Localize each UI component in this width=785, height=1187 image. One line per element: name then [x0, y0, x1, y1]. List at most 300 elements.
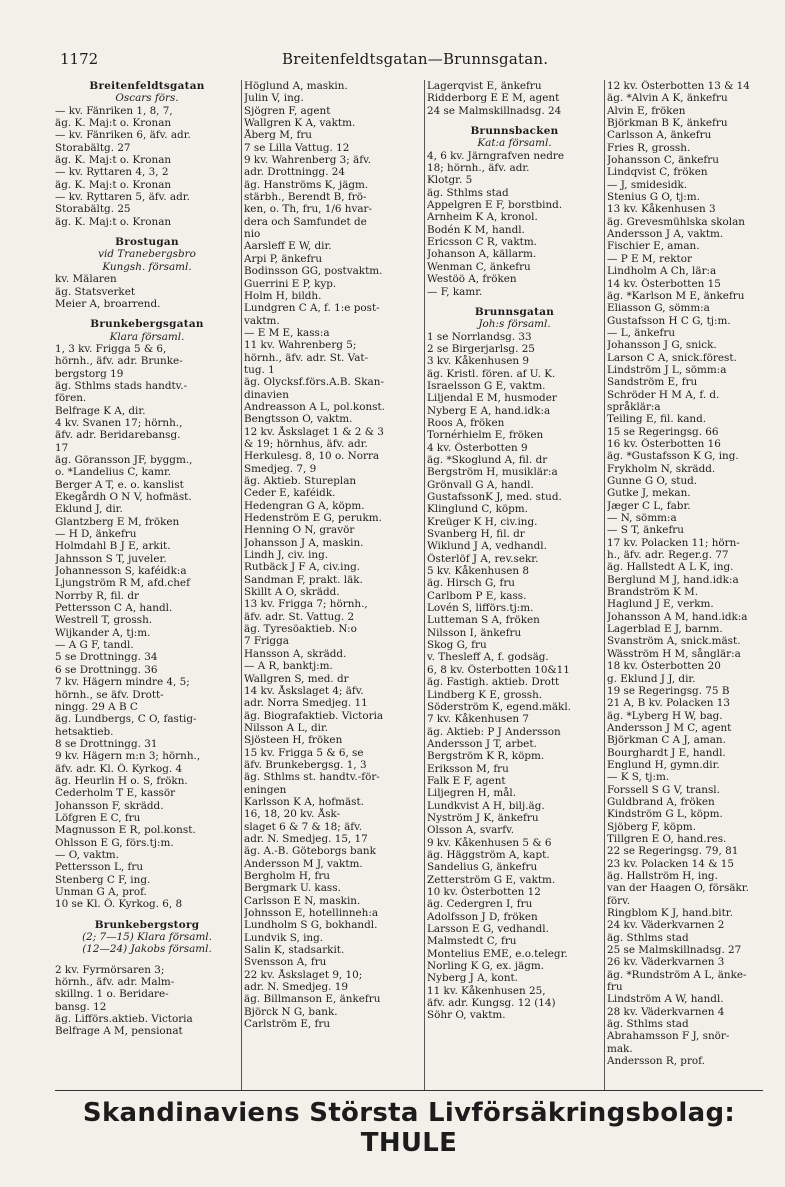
directory-entry: Carlsson A, änkefru	[607, 129, 712, 142]
spacer	[427, 298, 602, 306]
directory-entry: 7 kv. Kåkenhusen 7	[427, 713, 530, 726]
directory-entry: 14 kv. Åskslaget 4; äfv.	[244, 684, 364, 697]
directory-entry: 12 kv. Åskslaget 1 & 2 & 3	[244, 425, 384, 438]
directory-entry: skillng. 1 o. Beridare-	[55, 988, 169, 1001]
directory-entry: 4, 6 kv. Järngrafven nedre	[427, 149, 564, 162]
directory-entry: Klotgr. 5	[427, 174, 473, 187]
directory-entry: äg. Grevesmühlska skolan	[607, 215, 746, 228]
directory-entry: 8 se Drottningg. 31	[55, 737, 158, 750]
parish-label: (2; 7—15) Klara församl.	[82, 931, 212, 944]
directory-entry: 5 se Drottningg. 34	[55, 651, 158, 664]
directory-entry: 23 kv. Polacken 14 & 15	[607, 857, 734, 870]
directory-entry: äg. A.-B. Göteborgs bank	[244, 845, 376, 858]
directory-entry: Stenius G O, tj:m.	[607, 191, 700, 204]
directory-entry: Henning O N, gravör	[244, 524, 355, 537]
directory-entry: Gutke J, mekan.	[607, 487, 691, 500]
directory-entry: Gustafsson H C G, tj:m.	[607, 314, 731, 327]
street-heading: Brunkebergstorg	[94, 918, 200, 931]
directory-entry: hetsaktieb.	[55, 725, 114, 738]
directory-entry: Åberg M, fru	[244, 129, 312, 142]
directory-entry: äfv. adr. Kl. Ö. Kyrkog. 4	[55, 762, 183, 775]
directory-entry: Sjösteen H, fröken	[244, 734, 343, 747]
directory-entry: Lundvik S, ing.	[244, 931, 324, 944]
directory-entry: Fries R, grossh.	[607, 141, 691, 154]
directory-entry: Lovén S, lifförs.tj:m.	[427, 602, 534, 615]
directory-entry: Johansson C, änkefru	[607, 154, 719, 167]
directory-entry: Sandelius G, änkefru	[427, 861, 538, 874]
directory-columns	[55, 80, 763, 1090]
directory-entry: Bergström H, musiklär:a	[427, 466, 558, 479]
directory-entry: Johannesson S, kaféidk:a	[55, 565, 187, 578]
directory-entry: slaget 6 & 7 & 18; äfv.	[244, 820, 363, 833]
column-divider	[424, 80, 425, 1090]
directory-entry: 15 se Regeringsg. 66	[607, 425, 719, 438]
directory-entry: Lundkvist A H, bilj.äg.	[427, 799, 545, 812]
directory-entry: äg. Tyresöaktieb. N:o	[244, 623, 357, 636]
directory-entry: 10 se Kl. Ö. Kyrkog. 6, 8	[55, 898, 183, 911]
directory-entry: Österlöf J A, rev.sekr.	[427, 552, 539, 565]
directory-entry: förv.	[607, 894, 631, 907]
directory-entry: Guldbrand A, fröken	[607, 795, 715, 808]
directory-entry: Wenman C, änkefru	[427, 260, 531, 273]
directory-entry: äg. Sthlms stad	[607, 931, 689, 944]
directory-entry: Kreüger K H, civ.ing.	[427, 515, 538, 528]
directory-entry: Aarsleff E W, dir.	[244, 240, 332, 253]
directory-entry: Lundgren C A, f. 1:e post-	[244, 302, 380, 315]
directory-entry: — J, smidesidk.	[607, 178, 688, 191]
directory-entry: 17	[55, 441, 69, 454]
directory-entry: ken, o. Th, fru, 1/6 hvar-	[244, 203, 373, 216]
directory-entry: adr. N. Smedjeg. 15, 17	[244, 832, 368, 845]
directory-entry: Bodén K M, handl.	[427, 223, 525, 236]
directory-entry: 3 kv. Kåkenhusen 9	[427, 355, 530, 368]
directory-entry: Lagerqvist E, änkefru	[427, 80, 542, 92]
directory-entry: 11 kv. Kåkenhusen 25,	[427, 984, 546, 997]
directory-entry: Sandman F, prakt. läk.	[244, 573, 363, 586]
directory-entry: — kv. Fänriken 1, 8, 7,	[55, 104, 173, 117]
directory-entry: Arnheim K A, kronol.	[427, 211, 538, 224]
directory-entry: — A R, banktj:m.	[244, 660, 333, 673]
directory-entry: nio	[244, 228, 261, 241]
directory-entry: äg. Aktieb. Stureplan	[244, 475, 357, 487]
directory-entry: Andreasson A L, pol.konst.	[244, 400, 385, 413]
directory-entry: Larson C A, snick.förest.	[607, 351, 737, 364]
directory-entry: Söhr O, vaktm.	[427, 1009, 506, 1022]
directory-entry: h., äfv. adr. Reger.g. 77	[607, 549, 729, 562]
directory-entry: — kv. Fänriken 6, äfv. adr.	[55, 129, 191, 142]
directory-entry: äg. *Lyberg H W, bag.	[607, 709, 723, 722]
directory-entry: Stenberg C F, ing.	[55, 873, 151, 886]
directory-entry: 6 se Drottningg. 36	[55, 663, 158, 676]
directory-entry: 11 kv. Wahrenberg 5;	[244, 339, 357, 352]
directory-entry: Roos A, fröken	[427, 416, 505, 429]
directory-entry: Berger A T, e. o. kanslist	[55, 478, 184, 491]
directory-entry: äg. Biografaktieb. Victoria	[244, 709, 384, 722]
directory-entry: Lindqvist C, fröken	[607, 166, 708, 179]
directory-entry: Magnusson E R, pol.konst.	[55, 824, 196, 837]
directory-entry: 17 kv. Polacken 11; hörn-	[607, 536, 740, 549]
directory-entry: Kindström G L, köpm.	[607, 808, 723, 821]
directory-entry: Wallgren S, med. dr	[244, 672, 349, 685]
directory-entry: — F, kamr.	[427, 285, 483, 298]
directory-entry: Lindström J L, sömm:a	[607, 363, 727, 376]
directory-entry: Frykholm N, skrädd.	[607, 462, 716, 475]
directory-entry: Ridderborg E E M, agent	[427, 92, 560, 105]
parish-label: (12—24) Jakobs församl.	[82, 943, 212, 956]
directory-entry: Wallgren K A, vaktm.	[244, 117, 356, 130]
directory-entry: Larsson E G, vedhandl.	[427, 923, 549, 936]
directory-entry: Bourghardt J E, handl.	[607, 746, 726, 759]
directory-entry: — kv. Ryttaren 4, 3, 2	[55, 166, 169, 179]
directory-entry: äfv. Brunkebergsg. 1, 3	[244, 758, 367, 771]
directory-entry: 7 se Lilla Vattug. 12	[244, 141, 350, 154]
directory-entry: eningen	[244, 783, 287, 796]
directory-entry: äfv. adr. Kungsg. 12 (14)	[427, 997, 556, 1010]
directory-entry: äg. Heurlin H o. S, frökn.	[55, 774, 188, 787]
directory-entry: Hedengran G A, köpm.	[244, 499, 365, 512]
directory-entry: Andersson R, prof.	[607, 1055, 705, 1068]
directory-entry: fru	[607, 981, 623, 994]
directory-entry: 1 se Norrlandsg. 33	[427, 330, 532, 343]
directory-entry: Lagerblad E J, barnm.	[607, 623, 723, 636]
directory-entry: Skillt A O, skrädd.	[244, 586, 340, 599]
directory-entry: Nyström J K, änkefru	[427, 811, 539, 824]
directory-entry: Svanberg H, fil. dr	[427, 528, 525, 541]
directory-entry: 9 kv. Wahrenberg 3; äfv.	[244, 154, 372, 167]
directory-entry: 2 kv. Fyrmörsaren 3;	[55, 963, 165, 976]
directory-entry: Storabältg. 25	[55, 203, 131, 216]
footer-rule	[55, 1090, 763, 1091]
directory-entry: bansg. 12	[55, 1000, 107, 1013]
directory-entry: vaktm.	[244, 314, 280, 327]
directory-entry: Björkman B K, änkefru	[607, 117, 728, 130]
parish-label: Joh:s församl.	[478, 318, 551, 331]
directory-entry: GustafssonK J, med. stud.	[427, 491, 562, 503]
directory-entry: Söderström K, egend.mäkl.	[427, 700, 571, 713]
directory-entry: Bergmark U. kass.	[244, 882, 341, 895]
directory-entry: äg. Hallstedt A L K, ing.	[607, 561, 734, 574]
directory-entry: 13 kv. Kåkenhusen 3	[607, 203, 716, 216]
directory-entry: Schröder H M A, f. d.	[607, 388, 720, 401]
directory-entry: äg. Cedergren I, fru	[427, 898, 533, 911]
directory-entry: — S T, änkefru	[607, 524, 684, 537]
directory-entry: Andersson J T, arbet.	[427, 737, 537, 750]
directory-entry: Cederholm T E, kassör	[55, 787, 176, 800]
directory-entry: — H D, änkefru	[55, 528, 137, 541]
directory-entry: Brandström K M.	[607, 586, 699, 599]
directory-entry: adr. N. Smedjeg. 19	[244, 981, 348, 994]
directory-entry: Appelgren E F, borstbind.	[427, 199, 563, 212]
directory-entry: Belfrage A M, pensionat	[55, 1025, 183, 1038]
directory-entry: 9 kv. Hägern m:n 3; hörnh.,	[55, 750, 201, 763]
directory-entry: Pettersson L, fru	[55, 861, 144, 874]
directory-entry: Svanström A, snick.mäst.	[607, 635, 741, 648]
directory-entry: tug. 1	[244, 363, 275, 376]
directory-entry: äg. *Rundström A L, änke-	[607, 968, 747, 981]
directory-entry: Tillgren E O, hand.res.	[607, 832, 727, 845]
directory-entry: Julin V, ing.	[244, 92, 304, 105]
column-divider	[241, 80, 242, 1090]
directory-entry: Bodinsson GG, postvaktm.	[244, 265, 383, 278]
directory-entry: äg. K. Maj:t o. Kronan	[55, 117, 172, 130]
directory-entry: Ekegårdh O N V, hofmäst.	[55, 491, 192, 503]
page-number: 1172	[60, 50, 99, 68]
directory-entry: Malmstedt C, fru	[427, 935, 517, 948]
directory-entry: 4 kv. Österbotten 9	[427, 441, 528, 454]
column-1	[55, 80, 239, 1090]
directory-entry: Andersson J A, vaktm.	[607, 228, 724, 241]
directory-entry: Johansson A M, hand.idk:a	[607, 610, 748, 623]
directory-entry: 15 kv. Frigga 5 & 6, se	[244, 746, 364, 759]
directory-entry: 7 kv. Hägern mindre 4, 5;	[55, 676, 190, 689]
directory-entry: Westöö A, fröken	[427, 273, 517, 286]
directory-entry: Ljungström R M, afd.chef	[55, 577, 190, 590]
directory-entry: språklär:a	[607, 400, 661, 413]
directory-entry: Nilsson I, änkefru	[427, 626, 522, 639]
directory-entry: äg. Göransson JF, byggm.,	[55, 453, 193, 466]
directory-entry: fören.	[55, 392, 87, 405]
directory-entry: Johansson J G, snick.	[607, 339, 717, 352]
directory-entry: äg. Aktieb: P J Andersson	[427, 725, 561, 738]
directory-entry: 24 kv. Väderkvarnen 2	[607, 919, 725, 932]
directory-entry: Wijkander A, tj:m.	[55, 626, 151, 639]
directory-entry: van der Haagen O, försäkr.	[607, 882, 749, 895]
directory-entry: Berglund M J, hand.idk:a	[607, 573, 739, 586]
spacer	[55, 310, 239, 318]
directory-entry: 21 A, B kv. Polacken 13	[607, 697, 730, 710]
directory-entry: Johansson J A, maskin.	[244, 536, 364, 549]
directory-entry: Eliasson G, sömm:a	[607, 302, 710, 315]
directory-entry: Johanson A, källarm.	[427, 248, 537, 261]
directory-entry: hörnh., äfv. adr. St. Vat-	[244, 351, 369, 364]
directory-entry: dinavien	[244, 388, 289, 401]
directory-entry: Liljendal E M, husmoder	[427, 392, 557, 405]
directory-entry: Olsson A, svarfv.	[427, 824, 515, 837]
directory-entry: v. Thesleff A, f. godsäg.	[427, 651, 549, 664]
directory-entry: äg. Hirsch G, fru	[427, 577, 515, 590]
street-heading: Brunnsgatan	[474, 305, 555, 318]
directory-entry: Meier A, broarrend.	[55, 297, 161, 310]
directory-entry: Lutteman S A, fröken	[427, 614, 540, 627]
directory-entry: Hedenström E G, perukm.	[244, 512, 382, 525]
directory-entry: Johnsson E, hotellinneh:a	[244, 907, 379, 920]
directory-entry: Jæger C L, fabr.	[607, 499, 691, 512]
directory-entry: 22 se Regeringsg. 79, 81	[607, 845, 739, 858]
directory-entry: Johansson F, skrädd.	[55, 799, 164, 812]
directory-entry: äg. Olycksf.förs.A.B. Skan-	[244, 376, 384, 389]
directory-entry: 28 kv. Väderkvarnen 4	[607, 1005, 725, 1018]
directory-entry: äfv. adr. St. Vattug. 2	[244, 610, 355, 623]
directory-entry: Nyberg J A, kont.	[427, 972, 518, 985]
directory-entry: äg. Hanströms K, jägm.	[244, 178, 369, 191]
directory-entry: äg. *Skoglund A, fil. dr	[427, 453, 548, 466]
directory-entry: 18; hörnh., äfv. adr.	[427, 162, 530, 175]
directory-entry: Norling K G, ex. jägm.	[427, 960, 545, 973]
directory-entry: Herkulesg. 8, 10 o. Norra	[244, 450, 380, 463]
column-2	[244, 80, 422, 1090]
directory-entry: 6, 8 kv. Österbotten 10&11	[427, 663, 570, 676]
directory-entry: adr. Norra Smedjeg. 11	[244, 697, 368, 710]
directory-entry: hörnh., äfv. adr. Malm-	[55, 976, 175, 989]
footer-advertisement: Skandinaviens Största Livförsäkringsbolag: THULE	[82, 1098, 736, 1158]
directory-entry: Belfrage K A, dir.	[55, 404, 146, 417]
directory-entry: äg. Kristl. fören. af U. K.	[427, 367, 556, 380]
parish-label: Oscars förs.	[115, 92, 179, 105]
directory-entry: Englund H, gymn.dir.	[607, 758, 720, 771]
directory-entry: Haglund J E, verkm.	[607, 598, 714, 611]
directory-entry: — L, änkefru	[607, 326, 676, 339]
directory-entry: Grönvall G A, handl.	[427, 478, 534, 491]
directory-entry: 24 se Malmskillnadsg. 24	[427, 104, 562, 117]
directory-entry: Falk E F, agent	[427, 774, 506, 787]
parish-label: Kat:a församl.	[477, 137, 552, 150]
directory-entry: äg. Statsverket	[55, 285, 136, 298]
directory-entry: 16, 18, 20 kv. Åsk-	[244, 808, 341, 821]
directory-entry: Hansson A, skrädd.	[244, 647, 347, 660]
directory-entry: mak.	[607, 1042, 633, 1055]
directory-entry: äg. Sthlms stads handtv.-	[55, 379, 188, 392]
directory-entry: 26 kv. Väderkvarnen 3	[607, 956, 725, 969]
directory-entry: Montelius EME, e.o.telegr.	[427, 947, 568, 960]
directory-entry: Klinglund C, köpm.	[427, 503, 528, 516]
directory-entry: Israelsson G E, vaktm.	[427, 379, 546, 392]
directory-entry: äg. Billmanson E, änkefru	[244, 993, 381, 1006]
directory-entry: — A G F, tandl.	[55, 639, 134, 652]
directory-entry: Lindh J, civ. ing.	[244, 549, 329, 562]
directory-entry: äg. Sthlms st. handtv.-för-	[244, 771, 380, 784]
directory-entry: 5 kv. Kåkenhusen 8	[427, 565, 530, 578]
parish-label: vid Tranebergsbro	[98, 248, 196, 261]
directory-entry: Svensson A, fru	[244, 956, 327, 969]
directory-entry: Zetterström G E, vaktm.	[427, 873, 556, 886]
directory-entry: Smedjeg. 7, 9	[244, 462, 317, 475]
directory-entry: Glantzberg E M, fröken	[55, 515, 180, 528]
directory-entry: äg. K. Maj:t o. Kronan	[55, 178, 172, 191]
directory-entry: 14 kv. Österbotten 15	[607, 277, 721, 290]
directory-entry: Alvin E, fröken	[607, 104, 686, 117]
directory-entry: Sjöberg F, köpm.	[607, 820, 696, 833]
directory-entry: Andersson M J, vaktm.	[244, 857, 363, 870]
directory-entry: Sjögren F, agent	[244, 104, 331, 117]
directory-entry: Sandström E, fru	[607, 376, 698, 389]
spacer	[55, 956, 239, 964]
directory-entry: ningg. 29 A B C	[55, 700, 138, 713]
directory-entry: äg. K. Maj:t o. Kronan	[55, 215, 172, 228]
directory-entry: adr. Drottningg. 24	[244, 166, 346, 179]
directory-entry: Lindberg K E, grossh.	[427, 688, 543, 701]
directory-entry: Andersson J M C, agent	[607, 721, 732, 734]
directory-entry: Björkman C A J, aman.	[607, 734, 726, 747]
directory-entry: kv. Mälaren	[55, 273, 117, 286]
spacer	[55, 911, 239, 919]
directory-entry: Carlström E, fru	[244, 1018, 331, 1031]
directory-entry: Löfgren E C, fru	[55, 811, 141, 824]
directory-entry: 9 kv. Kåkenhusen 5 & 6	[427, 836, 552, 849]
directory-entry: äg. *Alvin A K, änkefru	[607, 92, 728, 105]
directory-entry: Ericsson C R, vaktm.	[427, 236, 537, 249]
parish-label: Kungsh. församl.	[102, 260, 192, 273]
directory-entry: äfv. adr. Beridarebansg.	[55, 429, 181, 442]
directory-entry: Bergholm H, fru	[244, 870, 331, 882]
directory-entry: 18 kv. Österbotten 20	[607, 660, 721, 673]
directory-entry: Nyberg E A, hand.idk:a	[427, 404, 551, 417]
directory-entry: Carlsson E N, maskin.	[244, 894, 361, 907]
running-head: Breitenfeldtsgatan—Brunnsgatan.	[282, 50, 549, 68]
directory-entry: — P E M, rektor	[607, 252, 692, 265]
directory-entry: Abrahamsson F J, snör-	[607, 1030, 730, 1043]
directory-entry: & 19; hörnhus, äfv. adr.	[244, 437, 368, 450]
directory-entry: äg. Lifförs.aktieb. Victoria	[55, 1013, 193, 1026]
directory-entry: Bengtsson O, vaktm.	[244, 413, 353, 426]
directory-entry: äg. *Karlson M E, änkefru	[607, 289, 745, 302]
directory-entry: — O, vaktm.	[55, 848, 119, 861]
directory-entry: Eklund J, dir.	[55, 503, 123, 516]
directory-entry: Wiklund J A, vedhandl.	[427, 540, 547, 553]
directory-entry: 7 Frigga	[244, 635, 289, 648]
directory-entry: 12 kv. Österbotten 13 & 14	[607, 80, 750, 92]
directory-entry: Rutbäck J F A, civ.ing.	[244, 561, 361, 574]
street-heading: Brostugan	[115, 236, 179, 249]
column-divider	[604, 80, 605, 1090]
directory-entry: Holmdahl B J E, arkit.	[55, 540, 171, 553]
directory-entry: Fischier E, aman.	[607, 240, 700, 253]
directory-entry: Forssell S G V, transl.	[607, 783, 720, 796]
directory-entry: 2 se Birgerjarlsg. 25	[427, 342, 535, 355]
directory-entry: äg. Häggström A, kapt.	[427, 848, 550, 861]
directory-entry: Holm H, bildh.	[244, 289, 322, 302]
directory-entry: Teiling E, fil. kand.	[607, 413, 707, 426]
directory-entry: Storabältg. 27	[55, 141, 131, 154]
directory-entry: Ceder E, kaféidk.	[244, 487, 336, 500]
directory-entry: Westrell T, grossh.	[55, 614, 153, 627]
directory-entry: bergstorg 19	[55, 367, 124, 380]
directory-entry: äg. *Gustafsson K G, ing.	[607, 450, 739, 463]
directory-entry: hörnh., se äfv. Drott-	[55, 688, 164, 701]
directory-entry: Skog G, fru	[427, 639, 487, 652]
directory-entry: Jahnsson S T, juveler.	[55, 552, 167, 565]
directory-entry: — kv. Ryttaren 5, äfv. adr.	[55, 191, 190, 204]
directory-entry: äg. K. Maj:t o. Kronan	[55, 154, 172, 167]
directory-entry: Unman G A, prof.	[55, 886, 147, 898]
directory-entry: Guerrini E P, kyp.	[244, 277, 337, 290]
directory-entry: 13 kv. Frigga 7; hörnh.,	[244, 598, 368, 611]
directory-entry: Adolfsson J D, fröken	[427, 910, 538, 923]
directory-entry: äg. Fastigh. aktieb. Drott	[427, 676, 560, 689]
directory-entry: Salin K, stadsarkit.	[244, 944, 345, 957]
directory-entry: 10 kv. Österbotten 12	[427, 886, 541, 898]
directory-entry: Pettersson C A, handl.	[55, 602, 173, 615]
directory-entry: äg. Lundbergs, C O, fastig-	[55, 713, 197, 726]
directory-entry: hörnh., äfv. adr. Brunke-	[55, 355, 183, 368]
directory-entry: — E M E, kass:a	[244, 326, 330, 339]
directory-entry: Carlbom P E, kass.	[427, 589, 527, 602]
directory-entry: Karlsson K A, hofmäst.	[244, 795, 364, 808]
directory-entry: o. *Landelius C, kamr.	[55, 466, 172, 479]
directory-entry: äg. Sthlms stad	[427, 186, 509, 199]
directory-entry: g. Eklund J J, dir.	[607, 672, 696, 685]
column-3	[427, 80, 602, 1090]
street-heading: Breitenfeldtsgatan	[89, 80, 205, 92]
directory-entry: Wäsström H M, sånglär:a	[607, 647, 741, 660]
directory-entry: Nilsson A L, dir.	[244, 721, 329, 734]
directory-entry: Gunne G O, stud.	[607, 475, 698, 487]
directory-entry: stärbh., Berendt B, frö-	[244, 191, 367, 204]
directory-entry: Lindström A W, handl.	[607, 993, 724, 1006]
directory-entry: Ohlsson E G, förs.tj:m.	[55, 836, 174, 849]
directory-entry: 22 kv. Åskslaget 9, 10;	[244, 968, 363, 981]
directory-entry: Eriksson M, fru	[427, 762, 509, 775]
directory-entry: Arpi P, änkefru	[244, 252, 323, 265]
